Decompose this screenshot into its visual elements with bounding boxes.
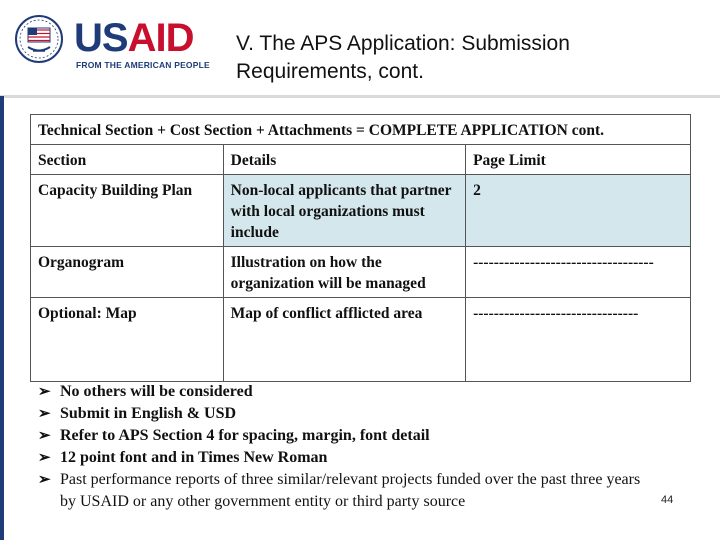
list-item: ➢ 12 point font and in Times New Roman [38,447,698,469]
table-row [31,247,691,298]
cell-section: Organogram [31,247,224,298]
cell-details: Illustration on how the organization will be managed [223,247,465,298]
header-details: Details [223,145,465,175]
cell-page-limit: 2 [466,175,691,247]
usaid-wordmark: USAID [74,16,194,60]
usaid-seal-icon [14,14,64,70]
slide-title: V. The APS Application: Submission Requirements, cont. [236,32,570,83]
logo-tagline: FROM THE AMERICAN PEOPLE [76,60,210,70]
arrow-bullet-icon: ➢ [38,450,51,466]
table-row [31,175,691,247]
cell-page-limit: -------------------------------- [466,298,691,382]
arrow-bullet-icon: ➢ [38,428,51,444]
table-header-row [31,145,691,175]
requirements-bullet-list [38,381,698,513]
table-row [31,298,691,382]
header-section: Section [31,145,224,175]
header-divider [0,95,720,98]
cell-details: Map of conflict afflicted area [223,298,465,382]
usaid-logo [14,10,214,76]
cell-section: Capacity Building Plan [31,175,224,247]
list-item: ➢ Submit in English & USD [38,403,698,425]
arrow-bullet-icon: ➢ [38,472,51,488]
cell-page-limit: ----------------------------------- [466,247,691,298]
left-accent-bar [0,96,4,540]
list-item: ➢ No others will be considered [38,381,698,403]
arrow-bullet-icon: ➢ [38,406,51,422]
arrow-bullet-icon: ➢ [38,384,51,400]
list-item: ➢ Refer to APS Section 4 for spacing, margin, font detail [38,425,698,447]
requirements-table [30,114,691,382]
cell-section: Optional: Map [31,298,224,382]
list-item: ➢ Past performance reports of three similar/relevant projects funded over the past three years by USAID or any other government entity or third party source [38,471,641,510]
table-caption: Technical Section + Cost Section + Attachments = COMPLETE APPLICATION cont. [31,115,691,145]
cell-details: Non-local applicants that partner with local organizations must include [223,175,465,247]
header-page-limit: Page Limit [466,145,691,175]
page-number: 44 [661,494,674,506]
